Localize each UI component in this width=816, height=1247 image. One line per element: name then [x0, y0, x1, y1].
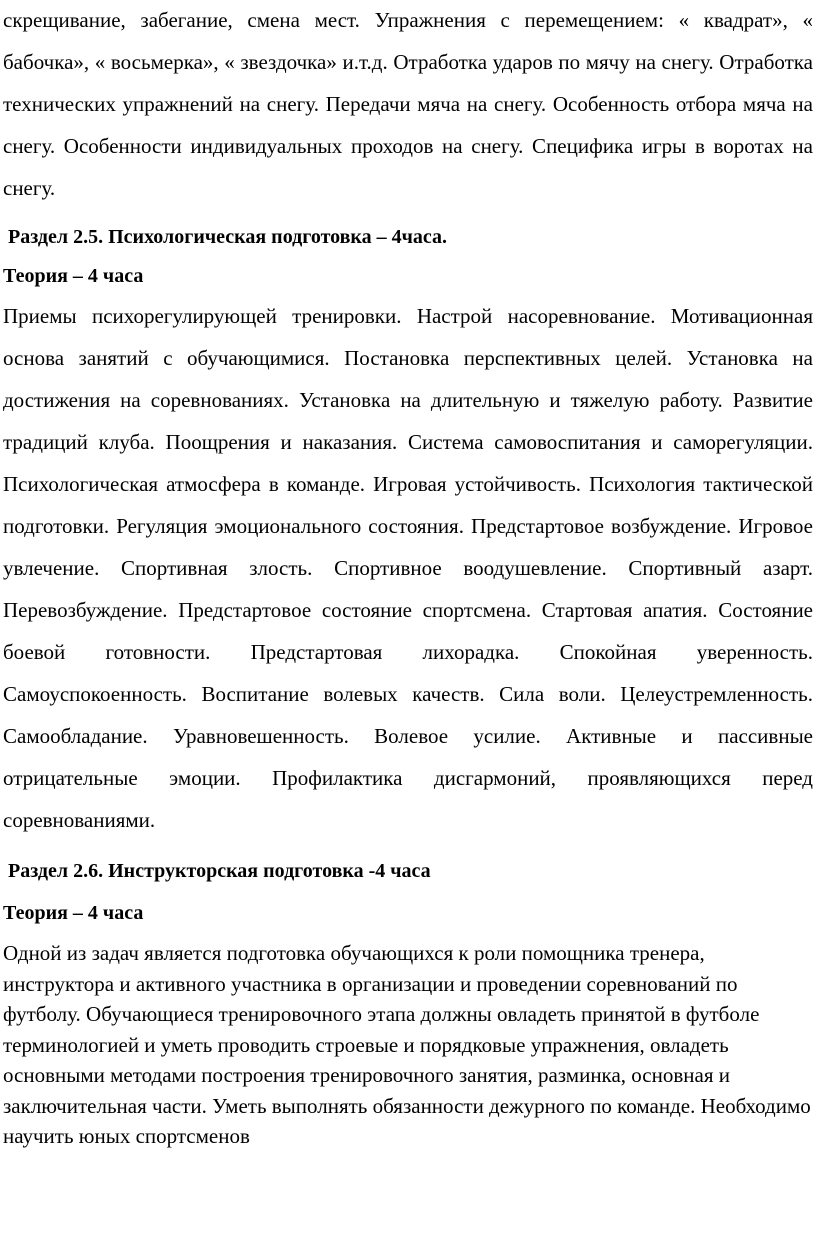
paragraph-instructor-training: Одной из задач является подготовка обучающихся к роли помощника тренера, инструктора и активного участника в организации и проведении соревнований по футболу. Обучающиеся тренировочного этапа должны овладеть принятой в футболе терминологией и уметь проводить строевые и порядковые упражнения, овладеть основными методами построения тренировочного занятия, разминка, основная и заключительная части. Уметь выполнять обязанности дежурного по команде. Необходимо научить юных спортсменов [3, 941, 811, 1148]
section-2-6-theory-heading: Теория – 4 часа [3, 902, 144, 924]
paragraph-psychological-training: Приемы психорегулирующей тренировки. Настрой насоревнование. Мотивационная основа занятий с обучающимися. Постановка перспективных целей. Установка на достижения на соревнованиях. Установка на длительную и тяжелую работу. Развитие традиций клуба. Поощрения и наказания. Система самовоспитания и саморегуляции. Психологическая атмосфера в команде. Игровая устойчивость. Психология тактической подготовки. Регуляция эмоционального состояния. Предстартовое возбуждение. Игровое увлечение. Спортивная злость. Спортивное воодушевление. Спортивный азарт. Перевозбуждение. Предстартовое состояние спортсмена. Стартовая апатия. Состояние боевой готовности. Предстартовая лихорадка. Спокойная уверенность. Самоуспокоенность. Воспитание волевых качеств. Сила воли. Целеустремленность. Самообладание. Уравновешенность. Волевое усилие. Активные и пассивные отрицательные эмоции. Профилактика дисгармоний, проявляющихся перед соревнованиями. [3, 304, 813, 832]
section-2-5-heading: Раздел 2.5. Психологическая подготовка – 4часа. [8, 226, 448, 248]
section-2-5-theory-heading: Теория – 4 часа [3, 265, 144, 287]
paragraph-snow-exercises: скрещивание, забегание, смена мест. Упражнения с перемещением: « квадрат», « бабочка», « восьмерка», « звездочка» и.т.д. Отработка ударов по мячу на снегу. Отработка технических упражнений на снегу. Передачи мяча на снегу. Особенность отбора мяча на снегу. Особенности индивидуальных проходов на снегу. Специфика игры в воротах на снегу. [3, 8, 813, 200]
section-2-6-heading: Раздел 2.6. Инструкторская подготовка -4 часа [8, 860, 431, 882]
